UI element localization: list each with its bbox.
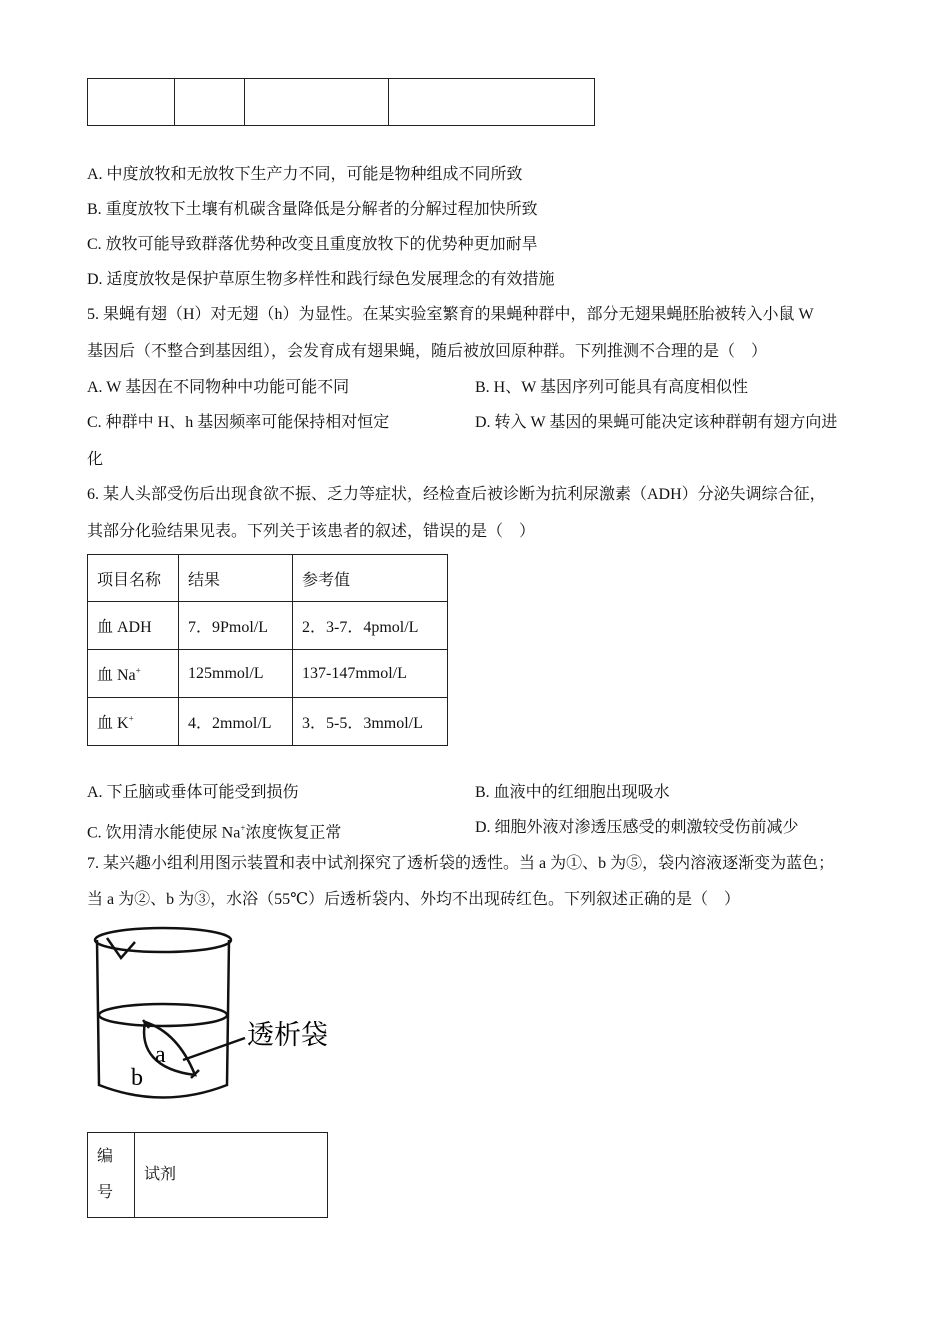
dialysis-bag <box>144 1022 195 1075</box>
cell-item-name: 血 K+ <box>88 698 179 746</box>
q4-option-b: B. 重度放牧下土壤有机碳含量降低是分解者的分解过程加快所致 <box>87 201 538 218</box>
q6-option-d: D. 细胞外液对渗透压感受的刺激较受伤前减少 <box>475 819 799 836</box>
cell-reference: 3．5-5．3mmol/L <box>293 698 448 746</box>
label-dialysis-bag: 透析袋 <box>247 1020 328 1051</box>
q6-option-c: C. 饮用清水能使尿 Na+浓度恢复正常 <box>87 823 342 842</box>
q5-stem-line1: 5. 果蝇有翅（H）对无翅（h）为显性。在某实验室繁育的果蝇种群中，部分无翅果蝇胚胎被转入小鼠 W <box>87 306 814 323</box>
q6-stem-line1: 6. 某人头部受伤后出现食欲不振、乏力等症状，经检查后被诊断为抗利尿激素（ADH）分泌失调综合征， <box>87 486 826 503</box>
cell-result: 4．2mmol/L <box>179 698 293 746</box>
top-table-fragment <box>87 78 595 126</box>
header-reagent: 试剂 <box>135 1133 328 1218</box>
header-item-name: 项目名称 <box>88 555 179 602</box>
q5-option-c: C. 种群中 H、h 基因频率可能保持相对恒定 <box>87 414 390 431</box>
q4-option-a: A. 中度放牧和无放牧下生产力不同，可能是物种组成不同所致 <box>87 166 523 183</box>
table-cell <box>175 79 245 126</box>
q4-option-d: D. 适度放牧是保护草原生物多样性和践行绿色发展理念的有效措施 <box>87 271 555 288</box>
q6-option-a: A. 下丘脑或垂体可能受到损伤 <box>87 784 299 801</box>
q5-option-d: D. 转入 W 基因的果蝇可能决定该种群朝有翅方向进 <box>475 414 838 431</box>
q7-stem-line1: 7. 某兴趣小组利用图示装置和表中试剂探究了透析袋的透性。当 a 为①、b 为⑤，袋内溶液逐渐变为蓝色； <box>87 855 835 872</box>
table-header-row <box>88 555 448 602</box>
header-result: 结果 <box>179 555 293 602</box>
cell-result: 7．9Pmol/L <box>179 602 293 650</box>
header-reference: 参考值 <box>293 555 448 602</box>
q5-option-a: A. W 基因在不同物种中功能可能不同 <box>87 379 350 396</box>
label-pointer <box>183 1038 245 1060</box>
q6-lab-results-table <box>87 554 448 746</box>
label-b: b <box>131 1065 143 1091</box>
beaker-dialysis-bag-figure <box>85 920 345 1115</box>
table-row <box>88 698 448 746</box>
table-row <box>88 650 448 698</box>
q5-stem-line2: 基因后（不整合到基因组），会发育成有翅果蝇，随后被放回原种群。下列推测不合理的是（ ） <box>87 343 768 360</box>
q6-stem-line2: 其部分化验结果见表。下列关于该患者的叙述，错误的是（ ） <box>87 523 536 540</box>
q7-stem-line2: 当 a 为②、b 为③，水浴（55℃）后透析袋内、外均不出现砖红色。下列叙述正确的是（ ） <box>87 891 741 908</box>
q4-option-c: C. 放牧可能导致群落优势种改变且重度放牧下的优势种更加耐旱 <box>87 236 538 253</box>
label-a: a <box>155 1042 166 1068</box>
cell-reference: 2．3-7．4pmol/L <box>293 602 448 650</box>
cell-item-name: 血 ADH <box>88 602 179 650</box>
q6-option-b: B. 血液中的红细胞出现吸水 <box>475 784 670 801</box>
table-cell <box>88 79 175 126</box>
table-cell <box>389 79 595 126</box>
q5-option-d-cont: 化 <box>87 451 104 468</box>
cell-reference: 137-147mmol/L <box>293 650 448 698</box>
cell-result: 125mmol/L <box>179 650 293 698</box>
header-number: 编 号 <box>88 1133 135 1218</box>
table-row <box>88 602 448 650</box>
q5-option-b: B. H、W 基因序列可能具有高度相似性 <box>475 379 749 396</box>
cell-item-name: 血 Na+ <box>88 650 179 698</box>
q7-reagent-table <box>87 1132 328 1218</box>
table-cell <box>245 79 389 126</box>
